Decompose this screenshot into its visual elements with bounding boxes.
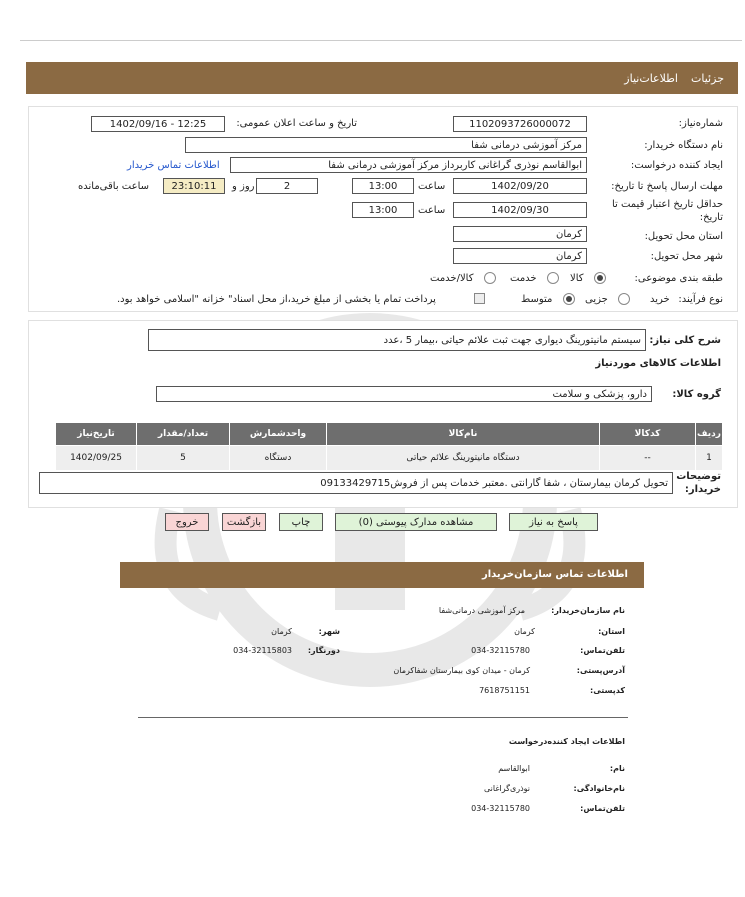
contact-address-label: آدرس‌پستی:	[576, 666, 625, 675]
cell-qty: 5	[137, 446, 230, 471]
col-code: کدکالا	[600, 423, 696, 446]
contact-divider	[138, 717, 628, 718]
creator-field: ابوالقاسم نوذری گراغانی کاربرداز مرکز آموزشی درمانی شفا	[230, 157, 587, 173]
cell-name: دستگاه مانیتورینگ علائم حیاتی	[327, 446, 600, 471]
days-field: 2	[256, 178, 318, 194]
purchase-minor-label: جزیی	[585, 294, 608, 305]
cell-row: 1	[696, 446, 723, 471]
purchase-type-label: نوع فرآیند:	[678, 294, 723, 305]
contact-phone-label: تلفن‌تماس:	[580, 646, 625, 655]
reply-time-field: 13:00	[352, 178, 414, 194]
remaining-label: ساعت باقی‌مانده	[78, 181, 150, 192]
buyer-contact-link[interactable]: اطلاعات تماس خریدار	[127, 160, 220, 171]
table-row	[56, 446, 723, 471]
cell-date: 1402/09/25	[56, 446, 137, 471]
contact-province-value: کرمان	[514, 627, 535, 636]
contact-org-value: مرکز آموزشی درمانی‌شفا	[438, 606, 525, 615]
validity-time-label: ساعت	[418, 205, 446, 216]
category-service-radio[interactable]	[547, 272, 559, 284]
category-label: طبقه بندی موضوعی:	[634, 273, 723, 284]
col-unit: واحدشمارش	[230, 423, 327, 446]
city-field: کرمان	[453, 248, 587, 264]
reply-button[interactable]: پاسخ به نیاز	[509, 513, 598, 531]
province-field: کرمان	[453, 226, 587, 242]
page-header	[26, 62, 738, 94]
contact-province-label: استان:	[598, 627, 625, 636]
purchase-medium-radio[interactable]	[563, 293, 575, 305]
contact-postal-value: 7618751151	[479, 686, 530, 695]
creator-info-title: اطلاعات ایجاد کننده‌درخواست	[508, 737, 625, 746]
announce-label: تاریخ و ساعت اعلان عمومی:	[236, 118, 357, 129]
breadcrumb-details[interactable]: جزئیات	[691, 72, 724, 85]
general-desc-label: شرح کلی نیاز:	[649, 335, 721, 346]
creator-name-value: ابوالقاسم	[498, 764, 530, 773]
table-header-row	[56, 423, 723, 446]
breadcrumb-need-info[interactable]: اطلاعات‌نیاز	[624, 72, 678, 85]
reply-date-field: 1402/09/20	[453, 178, 587, 194]
validity-label: حداقل تاریخ اعتبار قیمت تا تاریخ:	[611, 199, 723, 223]
contact-address-value: کرمان - میدان کوی بیمارستان شفاکرمان	[393, 666, 530, 675]
goods-table	[55, 422, 723, 471]
need-number-field: 1102093726000072	[453, 116, 587, 132]
remaining-time-field: 23:10:11	[163, 178, 225, 194]
category-both-radio[interactable]	[484, 272, 496, 284]
creator-family-value: نوذری‌گراغانی	[483, 784, 530, 793]
creator-label: ایجاد کننده درخواست:	[630, 160, 723, 171]
validity-time-field: 13:00	[352, 202, 414, 218]
treasury-checkbox[interactable]	[474, 293, 485, 304]
announce-field: 1402/09/16 - 12:25	[91, 116, 225, 132]
reply-deadline-label: مهلت ارسال پاسخ تا تاریخ:	[611, 181, 723, 192]
city-label: شهر محل تحویل:	[650, 251, 723, 262]
contact-phone-value: 034-32115780	[471, 646, 530, 655]
col-date: تاریخ‌نیاز	[56, 423, 137, 446]
contact-fax-value: 034-32115803	[233, 646, 292, 655]
contact-header	[120, 562, 644, 588]
category-goods-radio[interactable]	[594, 272, 606, 284]
contact-org-label: نام سازمان‌خریدار:	[551, 606, 625, 615]
print-button[interactable]: چاپ	[279, 513, 323, 531]
contact-fax-label: دورنگار:	[307, 646, 340, 655]
top-divider	[20, 40, 742, 41]
cell-unit: دستگاه	[230, 446, 327, 471]
days-label: روز و	[232, 181, 255, 192]
exit-button[interactable]: خروج	[165, 513, 209, 531]
creator-phone-label: تلفن‌تماس:	[580, 804, 625, 813]
col-row: ردیف	[696, 423, 723, 446]
view-docs-button[interactable]: مشاهده مدارک پیوستی (0)	[335, 513, 497, 531]
purchase-minor-radio[interactable]	[618, 293, 630, 305]
contact-city-label: شهر:	[318, 627, 340, 636]
general-desc-field: سیستم مانیتورینگ دیواری جهت ثبت علائم حیاتی ،بیمار 5 ،عدد	[148, 329, 646, 351]
goods-info-title: اطلاعات کالاهای موردنیاز	[595, 358, 721, 369]
col-name: نام‌کالا	[327, 423, 600, 446]
creator-name-label: نام:	[609, 764, 625, 773]
back-button[interactable]: بازگشت	[222, 513, 266, 531]
contact-header-title: اطلاعات تماس سازمان‌خریدار	[481, 569, 628, 580]
treasury-note: پرداخت تمام یا بخشی از مبلغ خرید،از محل اسناد" خزانه "اسلامی خواهد بود.	[117, 294, 436, 305]
category-goods-label: کالا	[570, 273, 584, 284]
creator-family-label: نام‌خانوادگی:	[573, 784, 625, 793]
category-both-label: کالا/خدمت	[430, 273, 474, 284]
reply-time-label: ساعت	[418, 181, 446, 192]
cell-code: --	[600, 446, 696, 471]
contact-city-value: کرمان	[271, 627, 292, 636]
province-label: استان محل تحویل:	[644, 231, 723, 242]
purchase-medium-label: متوسط	[521, 294, 553, 305]
buyer-org-field: مرکز آموزشی درمانی شفا	[185, 137, 587, 153]
need-number-label: شماره‌نیاز:	[678, 118, 723, 129]
col-qty: تعداد/مقدار	[137, 423, 230, 446]
buyer-notes-field: تحویل کرمان بیمارستان ، شفا گارانتی .معتبر خدمات پس از فروش09133429715	[39, 472, 673, 494]
category-service-label: خدمت	[510, 273, 537, 284]
goods-group-field: دارو، پزشکی و سلامت	[156, 386, 652, 402]
contact-postal-label: کد‌پستی:	[590, 686, 625, 695]
goods-group-label: گروه کالا:	[672, 389, 721, 400]
buyer-org-label: نام دستگاه خریدار:	[644, 140, 723, 151]
purchase-buy-label: خرید	[650, 294, 670, 305]
validity-date-field: 1402/09/30	[453, 202, 587, 218]
buyer-notes-label: توضیحات خریدار:	[676, 471, 721, 495]
creator-phone-value: 034-32115780	[471, 804, 530, 813]
